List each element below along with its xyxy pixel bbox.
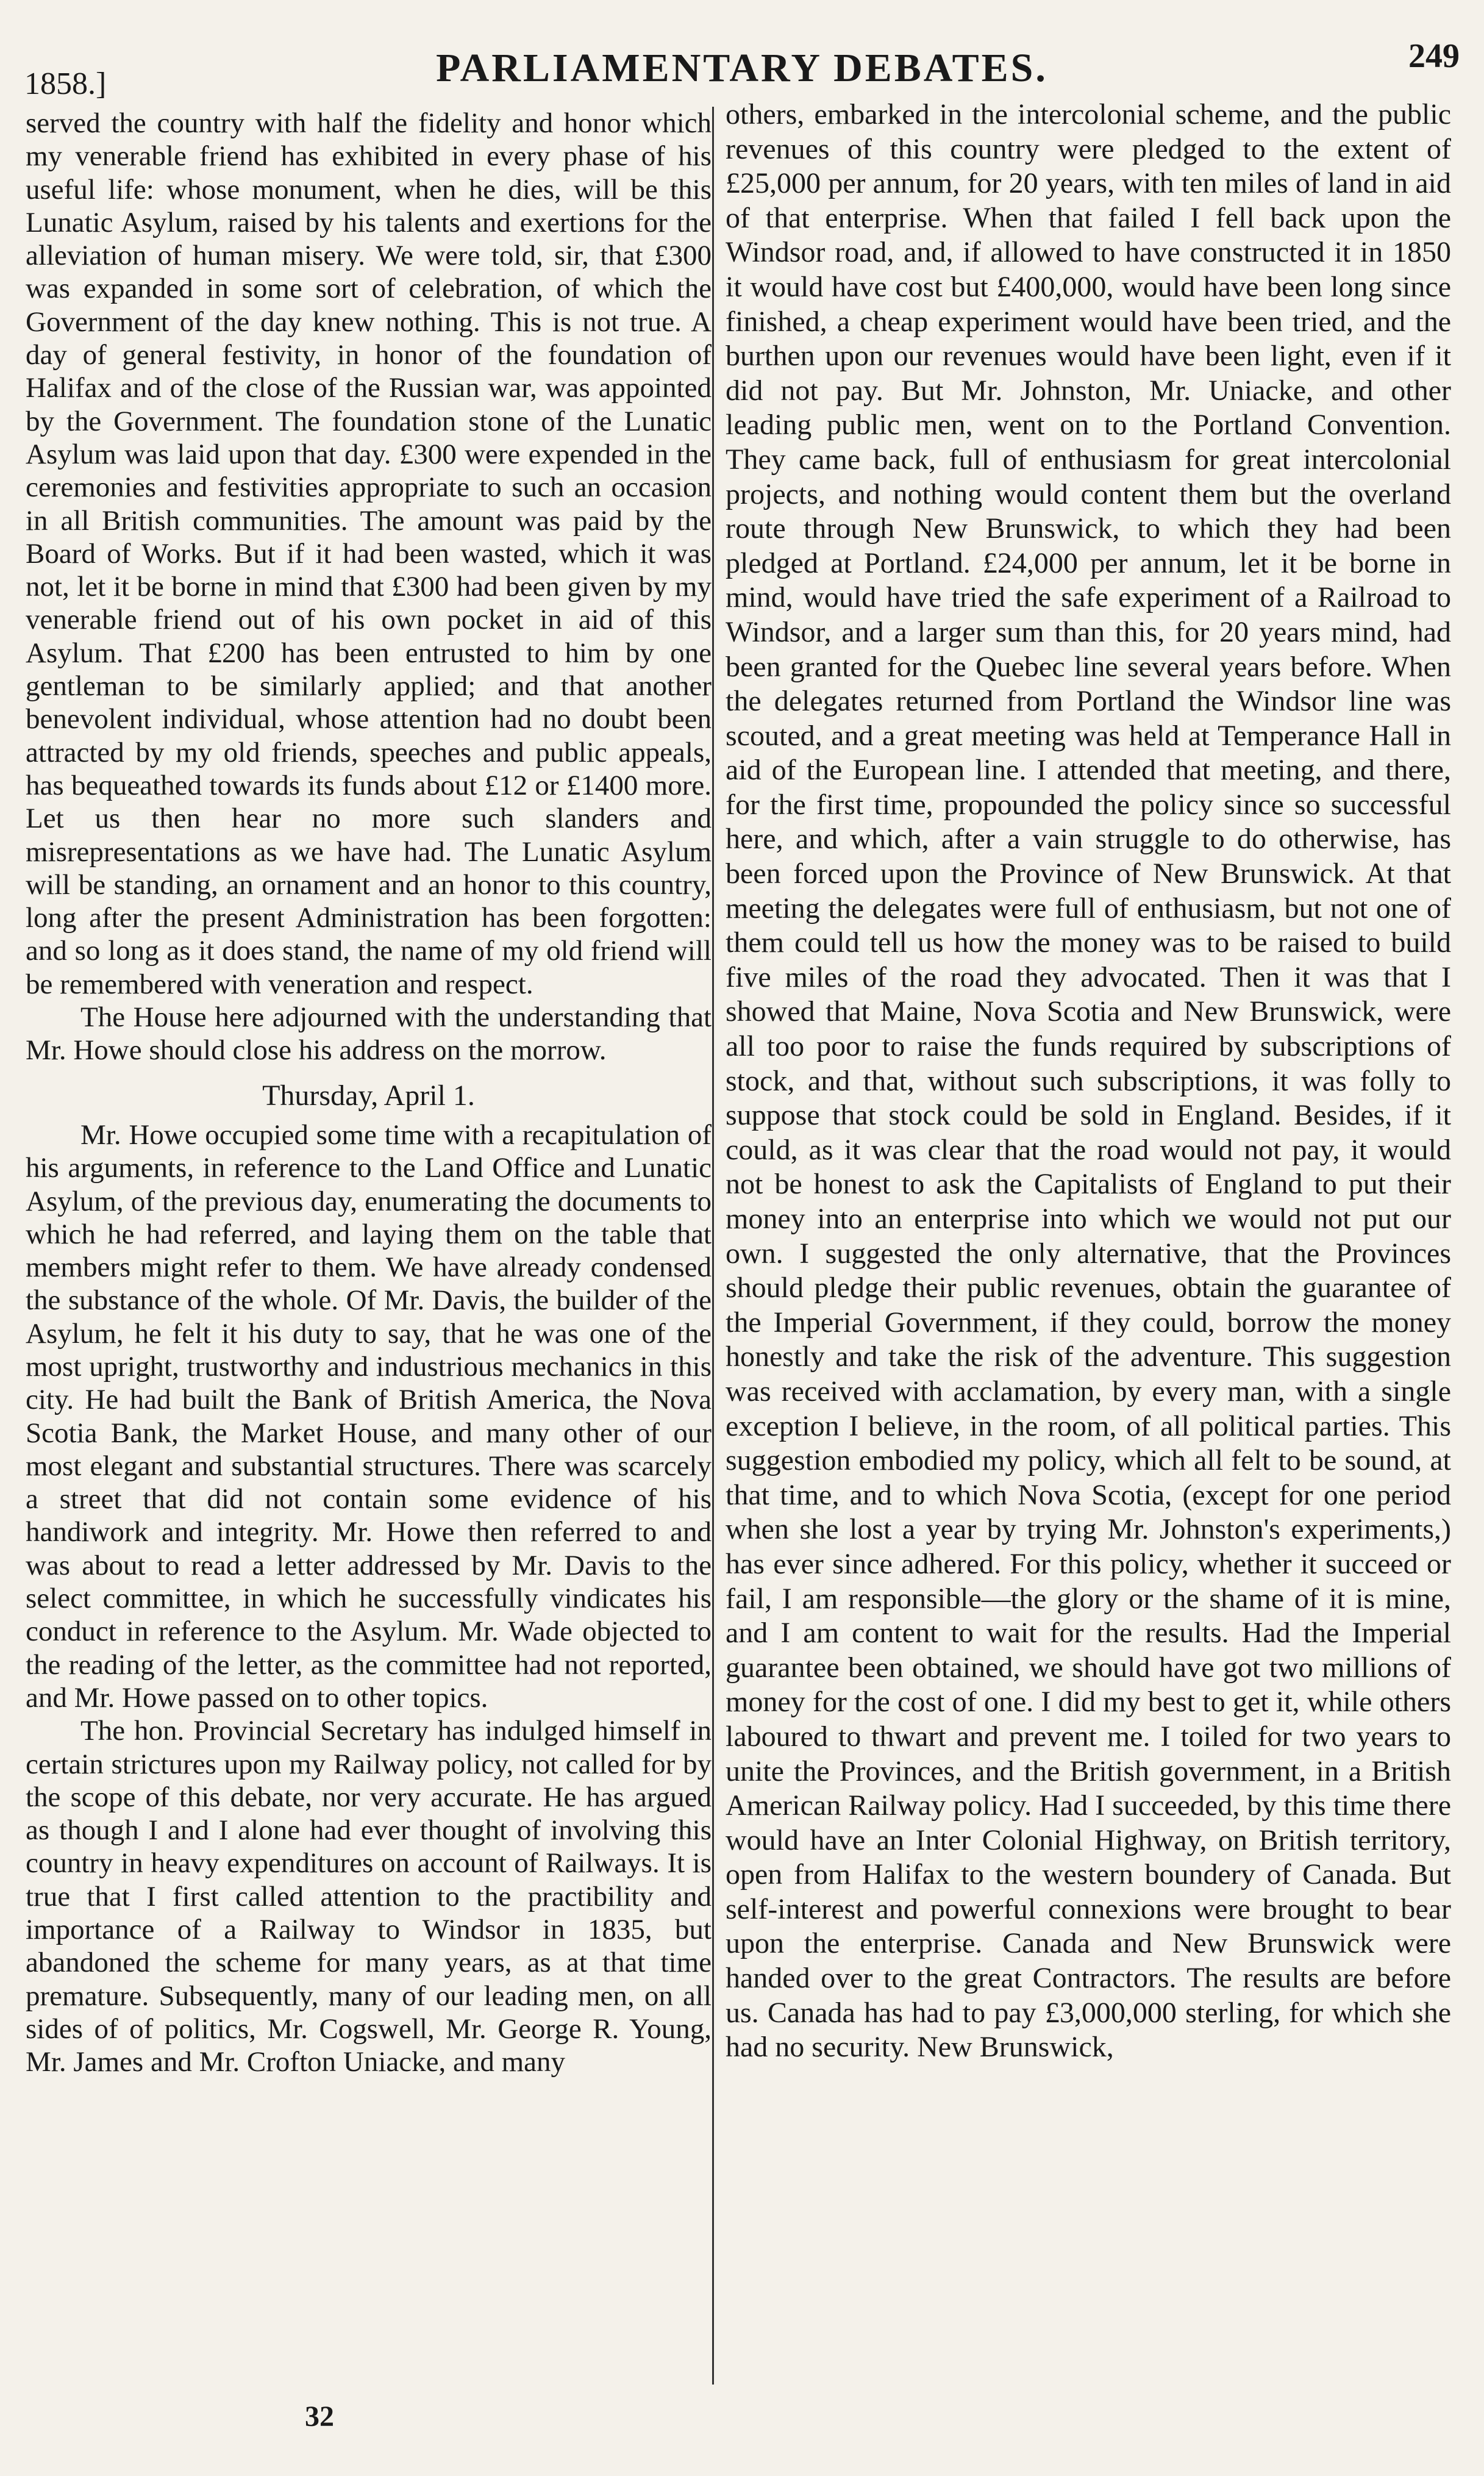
page-title: PARLIAMENTARY DEBATES. [436, 46, 1048, 90]
column-divider [712, 107, 714, 2385]
page-number: 249 [1408, 37, 1460, 75]
page-header [24, 37, 1460, 101]
dateline: Thursday, April 1. [262, 1079, 475, 1112]
page-year: 1858.] [24, 66, 107, 101]
right-column [726, 98, 1451, 2065]
signature-mark: 32 [305, 2400, 334, 2433]
left-paragraph-1: served the country with half the fidelity and honor which my venerable friend has exhibited in every phase of his useful life: whose monument, when he dies, will be this Lunatic Asylum, raised by his talents and exertions for the alleviation of human misery. We were told, sir, that £300 was expanded in some sort of celebration, of which the Government of the day knew nothing. This is not true. A day of general festivity, in honor of the foundation of Halifax and of the close of the Russian war, was appointed by the Government. The foundation stone of the Lunatic Asylum was laid upon that day. £300 were expended in the ceremonies and festivities appropriate to such an occasion in all British communities. The amount was paid by the Board of Works. But if it had been wasted, which it was not, let it be borne in mind that £300 had been given by my venerable friend out of his own pocket in aid of this Asylum. That £200 has been entrusted to him by one gentleman to be similarly applied; and that another benevolent individual, whose attention had no doubt been attracted by my old friends, speeches and public appeals, has bequeathed towards its funds about £12 or £1400 more. Let us then hear no more such slanders and misrepresentations as we have had. The Lunatic Asylum will be standing, an ornament and an honor to this country, long after the present Administration has been forgotten: and so long as it does stand, the name of my old friend will be remembered with veneration and respect. [26, 107, 712, 1000]
left-paragraph-4: The hon. Provincial Secretary has indulged himself in certain strictures upon my Railway policy, not called for by the scope of this debate, nor very accurate. He has argued as though I and I alone had ever thought of involving this country in heavy expenditures on account of Railways. It is true that I first called attention to the practibility and importance of a Railway to Windsor in 1835, but abandoned the scheme for many years, as at that time premature. Subsequently, many of our leading men, on all sides of of politics, Mr. Cogswell, Mr. George R. Young, Mr. James and Mr. Crofton Uniacke, and many [26, 1715, 712, 2078]
left-paragraph-3: Mr. Howe occupied some time with a recapitulation of his arguments, in reference to the Land Office and Lunatic Asylum, of the previous day, enumerating the documents to which he had referred, and laying them on the table that members might refer to them. We have already condensed the substance of the whole. Of Mr. Davis, the builder of the Asylum, he felt it his duty to say, that he was one of the most upright, trustworthy and industrious mechanics in this city. He had built the Bank of British America, the Nova Scotia Bank, the Market House, and many other of our most elegant and substantial structures. There was scarcely a street that did not contain some evidence of his handiwork and integrity. Mr. Howe then referred to and was about to read a letter addressed by Mr. Davis to the select committee, in which he successfully vindicates his conduct in reference to the Asylum. Mr. Wade objected to the reading of the letter, as the committee had not reported, and Mr. Howe passed on to other topics. [26, 1118, 712, 1714]
right-paragraph-1: others, embarked in the intercolonial scheme, and the public revenues of this country were pledged to the extent of £25,000 per annum, for 20 years, with ten miles of land in aid of that enterprise. When that failed I fell back upon the Windsor road, and, if allowed to have constructed it in 1850 it would have cost but £400,000, would have been long since finished, a cheap experiment would have been tried, and the burthen upon our revenues would have been light, even if it did not pay. But Mr. Johnston, Mr. Uniacke, and other leading public men, went on to the Portland Convention. They came back, full of enthusiasm for great intercolonial projects, and nothing would content them but the overland route through New Brunswick, to which they had been pledged at Portland. £24,000 per annum, let it be borne in mind, would have tried the safe experiment of a Railroad to Windsor, and a larger sum than this, for 20 years mind, had been granted for the Quebec line several years before. When the delegates returned from Portland the Windsor line was scouted, and a great meeting was held at Temperance Hall in aid of the European line. I attended that meeting, and there, for the first time, propounded the policy since so successful here, and which, after a vain struggle to do otherwise, has been forced upon the Province of New Brunswick. At that meeting the delegates were full of enthusiasm, but not one of them could tell us how the money was to be raised to build five miles of the road they advocated. Then it was that I showed that Maine, Nova Scotia and New Brunswick, were all too poor to raise the funds required by subscriptions of stock, and that, without such subscriptions, it was folly to suppose that stock could be sold in England. Besides, if it could, as it was clear that the road would not pay, it would not be honest to ask the Capitalists of England to put their money into an enterprise into which we would not put our own. I suggested the only alternative, that the Provinces should pledge their public revenues, obtain the guarantee of the Imperial Government, if they could, borrow the money honestly and take the risk of the adventure. This suggestion was received with acclamation, by every man, with a single exception I believe, in the room, of all political parties. This suggestion embodied my policy, which all felt to be sound, at that time, and to which Nova Scotia, (except for one period when she lost a year by trying Mr. Johnston's experiments,) has ever since adhered. For this policy, whether it succeed or fail, I am responsible—the glory or the shame of it is mine, and I am content to wait for the results. Had the Imperial guarantee been obtained, we should have got two millions of money for the cost of one. I did my best to get it, while others laboured to thwart and prevent me. I toiled for two years to unite the Provinces, and the British government, in a British American Railway policy. Had I succeeded, by this time there would have an Inter Colonial Highway, on British territory, open from Halifax to the western boundery of Canada. But self-interest and powerful connexions were brought to bear upon the enterprise. Canada and New Brunswick were handed over to the great Contractors. The results are before us. Canada has had to pay £3,000,000 sterling, for which she had no security. New Brunswick, [726, 98, 1451, 2064]
left-paragraph-2: The House here adjourned with the understanding that Mr. Howe should close his address on the morrow. [26, 1001, 712, 1067]
left-column [26, 107, 712, 2079]
